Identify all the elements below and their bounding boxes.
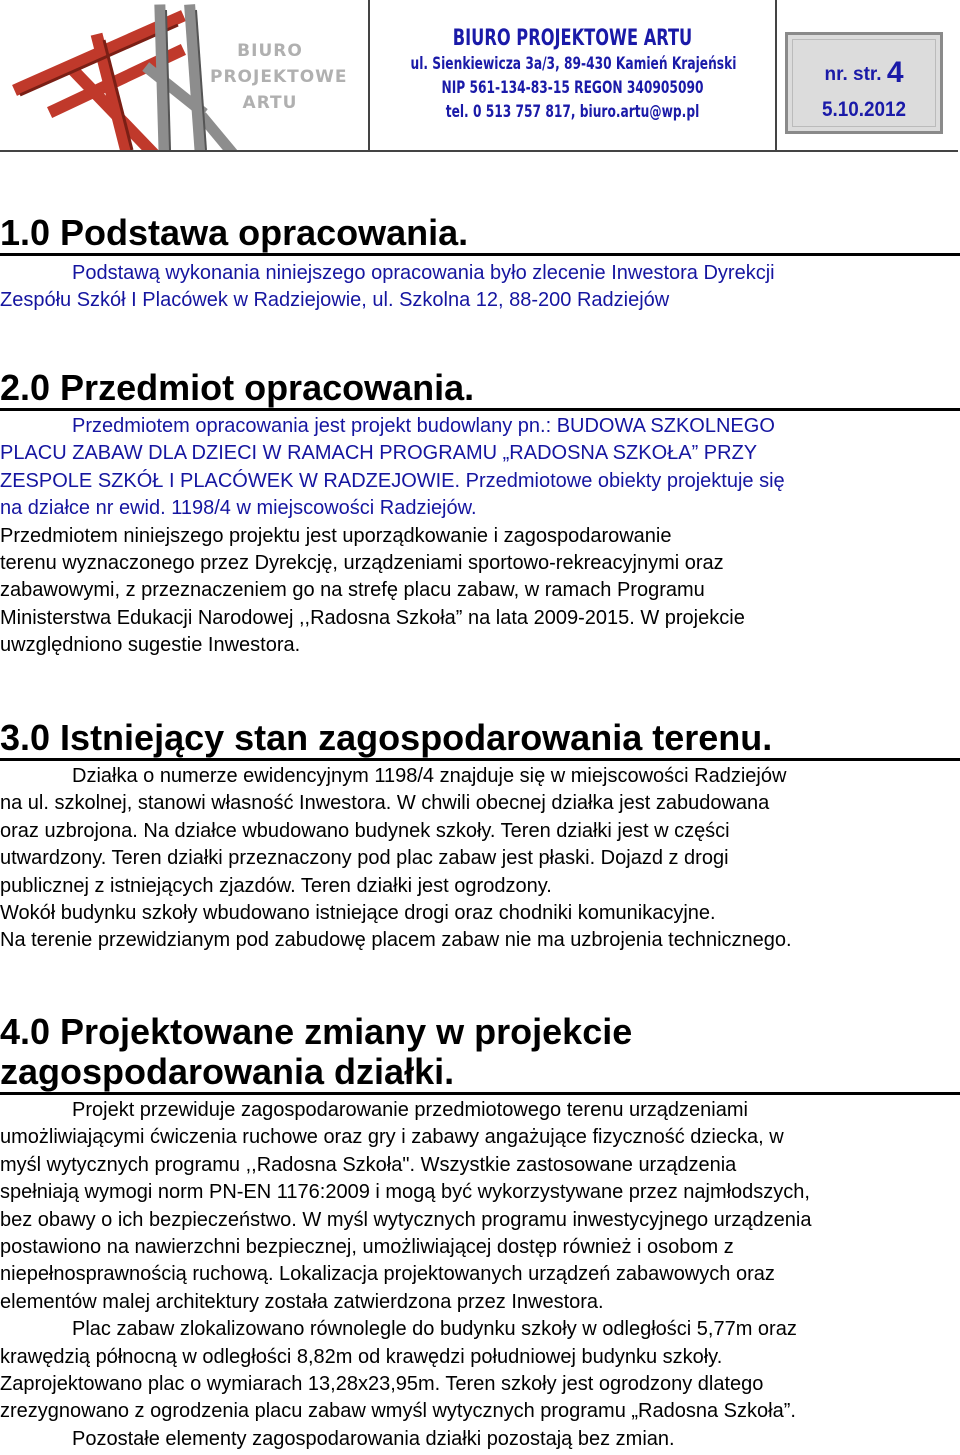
company-logo [0, 0, 370, 150]
text-line: Działka o numerze ewidencyjnym 1198/4 znajduje się w miejscowości Radziejów [72, 765, 787, 787]
text-line: na ul. szkolnej, stanowi własność Inwestora. W chwili obecnej działka jest zabudowana [0, 792, 770, 815]
text-line [0, 468, 960, 495]
logo-line: ARTU [242, 93, 298, 113]
text-line: Ministerstwa Edukacji Narodowej ,,Radosna Szkoła” na lata 2009-2015. W projekcie [0, 606, 745, 629]
text-line: myśl wytycznych programu ,,Radosna Szkoła". Wszystkie zastosowane urządzenia [0, 1153, 737, 1176]
text-line: krawędzią północną w odległości 8,82m od krawędzi południowej budynku szkoły. [0, 1345, 723, 1368]
text-line: Przedmiotem niniejszego projektu jest uporządkowanie i zagospodarowanie [0, 524, 672, 547]
text-line: Projekt przewiduje zagospodarowanie przedmiotowego terenu urządzeniami [72, 1099, 748, 1121]
text-line: zrezygnowano z ogrodzenia placu zabaw wmyśl wytycznych programu „Radosna Szkoła”. [0, 1400, 796, 1423]
section-2 [0, 368, 960, 660]
company-address: ul. Sienkiewicza 3a/3, 89-430 Kamień Krajeński [410, 54, 737, 74]
text-line: publicznej z istniejących zjazdów. Teren działki jest ogrodzony. [0, 874, 552, 897]
section-body [0, 413, 960, 523]
text-line: postawiono na nawierzchni bezpiecznej, umożliwiającej dostęp również i osobom z [0, 1236, 734, 1259]
text-line: spełniają wymogi norm PN-EN 1176:2009 i mogą być wykorzystywane przez najmłodszych, [0, 1181, 810, 1204]
text-line: Pozostałe elementy zagospodarowania działki pozostają bez zmian. [72, 1427, 675, 1450]
logo-line: BIURO [237, 41, 303, 61]
text-line: Zespółu Szkół I Placówek w Radziejowie, ul. Szkolna 12, 88-200 Radziejów [0, 289, 670, 312]
section-1 [0, 213, 960, 315]
title-line: 4.0 Projektowane zmiany w projekcie [0, 1011, 633, 1052]
text-line: zabawowymi, z przeznaczeniem go na strefę placu zabaw, w ramach Programu [0, 579, 705, 602]
section-body [0, 260, 960, 315]
company-name: BIURO PROJEKTOWE ARTU [452, 26, 693, 51]
page-label-text: nr. str. [824, 64, 882, 85]
text-line: Przedmiotem opracowania jest projekt budowlany pn.: BUDOWA SZKOLNEGO [72, 415, 775, 437]
text-line: terenu wyznaczonego przez Dyrekcję, urządzeniami sportowo-rekreacyjnymi oraz [0, 552, 724, 575]
page-number: 4 [886, 56, 904, 89]
text-segment: ZESPOLE SZKÓŁ I PLACÓWEK W RADZEJOWIE. [0, 469, 461, 492]
text-line: Na terenie przewidzianym pod zabudowę placem zabaw nie ma uzbrojenia technicznego. [0, 929, 792, 952]
text-line: elementów malej architektury została zatwierdzona przez Inwestora. [0, 1290, 604, 1313]
text-segment: Przedmiotowe obiekty projektuje się [460, 469, 785, 492]
logo-line: PROJEKTOWE [210, 67, 348, 87]
text-line: PLACU ZABAW DLA DZIECI W RAMACH PROGRAMU „RADOSNA SZKOŁA” PRZY [0, 442, 758, 465]
company-ids: NIP 561-134-83-15 REGON 340905090 [441, 78, 704, 98]
page-number-label [793, 56, 935, 90]
section-4 [0, 1012, 960, 1453]
text-line: Zaprojektowano plac o wymiarach 13,28x23,95m. Teren szkoły jest ogrodzony dlatego [0, 1373, 764, 1396]
text-line: bez obawy o ich bezpieczeństwo. W myśl wytycznych programu inwestycyjnego urządzenia [0, 1208, 812, 1231]
text-line: Podstawą wykonania niniejszego opracowania było zlecenie Inwestora Dyrekcji [72, 262, 775, 284]
document-date: 5.10.2012 [821, 98, 907, 121]
section-body-2 [0, 523, 960, 660]
company-contact: tel. 0 513 757 817, biuro.artu@wp.pl [445, 102, 700, 122]
section-3 [0, 718, 960, 955]
text-line: na działce nr ewid. 1198/4 w miejscowości Radziejów. [0, 497, 477, 520]
section-body [0, 763, 960, 955]
section-title [0, 1012, 960, 1095]
section-title: 1.0 Podstawa opracowania. [0, 213, 960, 256]
text-line: Plac zabaw zlokalizowano równolegle do budynku szkoły w odległości 5,77m oraz [72, 1318, 797, 1341]
logo-text [210, 38, 348, 116]
document-header [0, 0, 958, 152]
section-title: 2.0 Przedmiot opracowania. [0, 368, 960, 411]
text-line: oraz uzbrojona. Na działce wbudowano budynek szkoły. Teren działki jest w części [0, 819, 730, 842]
company-info [370, 0, 777, 150]
title-line: zagospodarowania działki. [0, 1051, 455, 1092]
text-line: niepełnosprawnością ruchową. Lokalizacja projektowanych urządzeń zabawowych oraz [0, 1263, 775, 1286]
section-title: 3.0 Istniejący stan zagospodarowania terenu. [0, 718, 960, 761]
page-info-box [785, 32, 943, 134]
text-line: uwzględniono sugestie Inwestora. [0, 634, 301, 657]
section-body [0, 1097, 960, 1453]
text-line: Wokół budynku szkoły wbudowano istniejące drogi oraz chodniki komunikacyjne. [0, 902, 716, 925]
text-line: utwardzony. Teren działki przeznaczony pod plac zabaw jest płaski. Dojazd z drogi [0, 847, 729, 870]
text-line: umożliwiającymi ćwiczenia ruchowe oraz gry i zabawy angażujące fizyczność dziecka, w [0, 1126, 784, 1149]
